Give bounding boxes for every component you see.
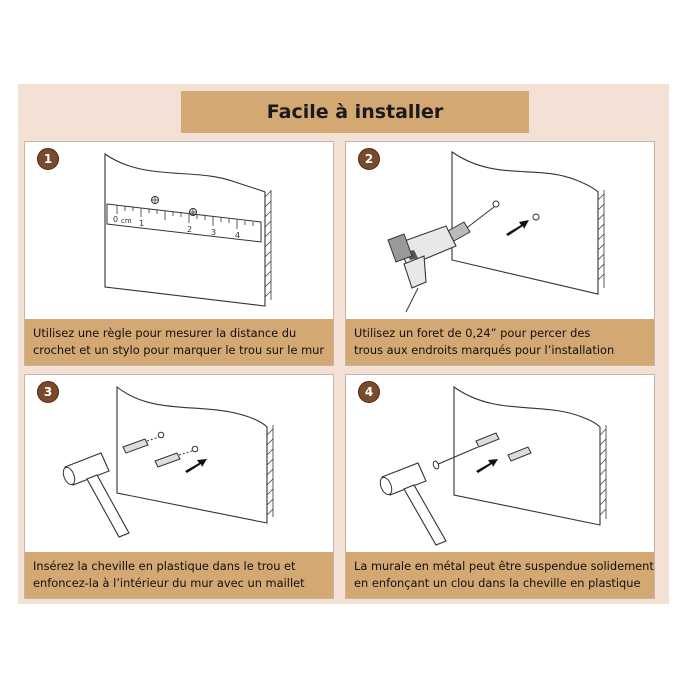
step-panel-2: [345, 141, 655, 366]
ruler-tick-0: 0: [113, 215, 119, 224]
drill-illustration: [346, 142, 655, 322]
step-panel-1: [24, 141, 334, 366]
step-caption: [346, 319, 654, 365]
caption-line-2: trous aux endroits marqués pour l’installation: [354, 343, 615, 357]
page-title: Facile à installer: [266, 101, 444, 123]
caption-line-2: enfoncez-la à l’intérieur du mur avec un maillet: [33, 576, 305, 590]
step-panel-3: [24, 374, 334, 599]
step-number-badge: 3: [37, 381, 59, 403]
step-panel-4: [345, 374, 655, 599]
step-caption: [25, 552, 333, 598]
ruler-tick-4: 4: [235, 231, 241, 240]
nail-illustration: [346, 375, 655, 555]
step-number-badge: 4: [358, 381, 380, 403]
ruler-tick-2: 2: [187, 225, 193, 234]
caption-line-1: Utilisez une règle pour mesurer la distance du: [33, 326, 297, 340]
caption-line-1: Insérez la cheville en plastique dans le trou et: [33, 559, 296, 573]
step-number-badge: 1: [37, 148, 59, 170]
ruler-tick-1: 1: [139, 219, 145, 228]
step-caption: [25, 319, 333, 365]
caption-line-1: La murale en métal peut être suspendue solidement: [354, 559, 654, 573]
ruler-illustration: [25, 142, 334, 322]
caption-line-1: Utilisez un foret de 0,24” pour percer des: [354, 326, 591, 340]
step-number-badge: 2: [358, 148, 380, 170]
caption-line-2: en enfonçant un clou dans la cheville en plastique: [354, 576, 641, 590]
title-banner: [181, 91, 529, 133]
mallet-illustration: [25, 375, 334, 555]
ruler-unit: cm: [121, 217, 132, 225]
ruler-tick-3: 3: [211, 228, 217, 237]
step-caption: [346, 552, 654, 598]
caption-line-2: crochet et un stylo pour marquer le trou sur le mur: [33, 343, 325, 357]
